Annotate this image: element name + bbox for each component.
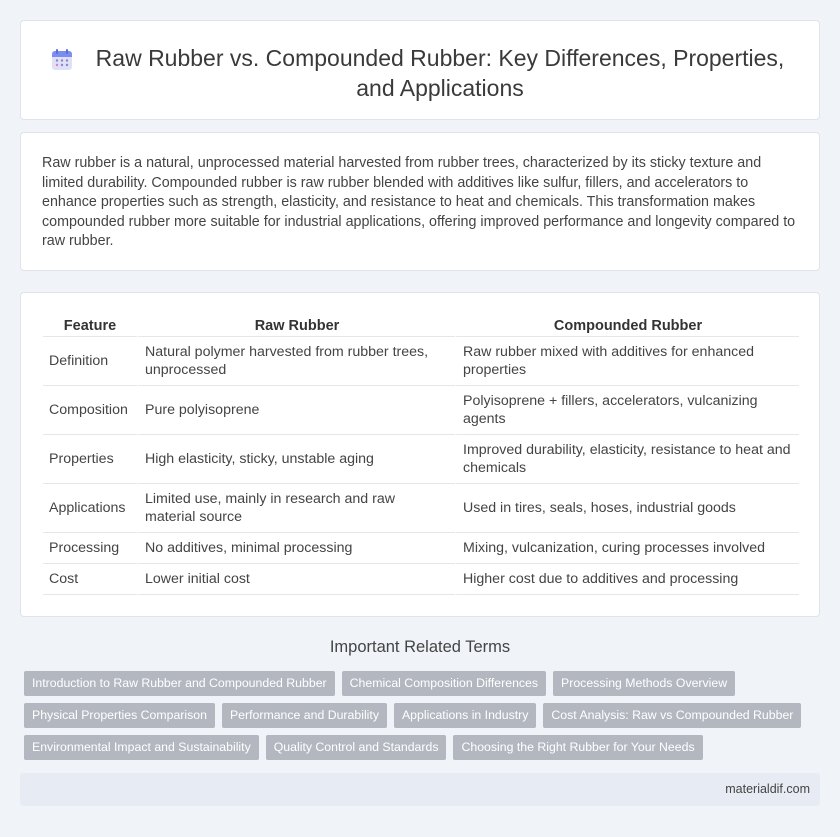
comparison-table-card [20,292,820,617]
row-raw-value: Natural polymer harvested from rubber trees, unprocessed [137,337,455,386]
row-feature: Definition [43,337,137,386]
table-row [43,386,799,435]
related-terms-list [24,671,814,767]
table-row [43,533,799,564]
intro-card [20,132,820,271]
table-row [43,564,799,595]
header-feature: Feature [43,317,137,337]
table-row [43,337,799,386]
row-feature: Applications [43,484,137,533]
related-term-tag[interactable]: Applications in Industry [394,703,536,728]
row-feature: Composition [43,386,137,435]
row-raw-value: Limited use, mainly in research and raw material source [137,484,455,533]
site-link[interactable]: materialdif.com [725,782,810,796]
header-raw-rubber: Raw Rubber [137,317,455,337]
footer [20,773,820,806]
header-card [20,20,820,120]
table-row [43,484,799,533]
row-compounded-value: Used in tires, seals, hoses, industrial goods [455,484,799,533]
row-raw-value: Pure polyisoprene [137,386,455,435]
related-term-tag[interactable]: Chemical Composition Differences [342,671,546,696]
row-feature: Cost [43,564,137,595]
row-feature: Properties [43,435,137,484]
row-raw-value: Lower initial cost [137,564,455,595]
related-term-tag[interactable]: Physical Properties Comparison [24,703,215,728]
table-row [43,435,799,484]
row-feature: Processing [43,533,137,564]
related-term-tag[interactable]: Introduction to Raw Rubber and Compounded Rubber [24,671,335,696]
tag-row [24,703,814,728]
related-term-tag[interactable]: Cost Analysis: Raw vs Compounded Rubber [543,703,801,728]
related-term-tag[interactable]: Environmental Impact and Sustainability [24,735,259,760]
intro-paragraph: Raw rubber is a natural, unprocessed material harvested from rubber trees, characterized by its sticky texture and limited durability. Compounded rubber is raw rubber blended with additives like sulfur, fillers, and accelerators to enhance properties such as strength, elasticity, and resistance to heat and chemicals. This transformation makes compounded rubber more suitable for industrial applications, offering improved performance and longevity compared to raw rubber. [42,155,796,249]
row-raw-value: No additives, minimal processing [137,533,455,564]
row-compounded-value: Polyisoprene + fillers, accelerators, vulcanizing agents [455,386,799,435]
related-term-tag[interactable]: Processing Methods Overview [553,671,735,696]
row-compounded-value: Mixing, vulcanization, curing processes involved [455,533,799,564]
related-term-tag[interactable]: Choosing the Right Rubber for Your Needs [453,735,702,760]
table-header-row [43,317,799,337]
row-compounded-value: Improved durability, elasticity, resistance to heat and chemicals [455,435,799,484]
related-term-tag[interactable]: Quality Control and Standards [266,735,447,760]
tag-row [24,671,814,696]
related-term-tag[interactable]: Performance and Durability [222,703,387,728]
header-compounded-rubber: Compounded Rubber [455,317,799,337]
row-compounded-value: Higher cost due to additives and processing [455,564,799,595]
page-title: Raw Rubber vs. Compounded Rubber: Key Differences, Properties, and Applications [95,45,785,101]
comparison-table [43,317,799,595]
tag-row [24,735,814,760]
related-terms-title: Important Related Terms [329,638,511,656]
row-compounded-value: Raw rubber mixed with additives for enhanced properties [455,337,799,386]
row-raw-value: High elasticity, sticky, unstable aging [137,435,455,484]
